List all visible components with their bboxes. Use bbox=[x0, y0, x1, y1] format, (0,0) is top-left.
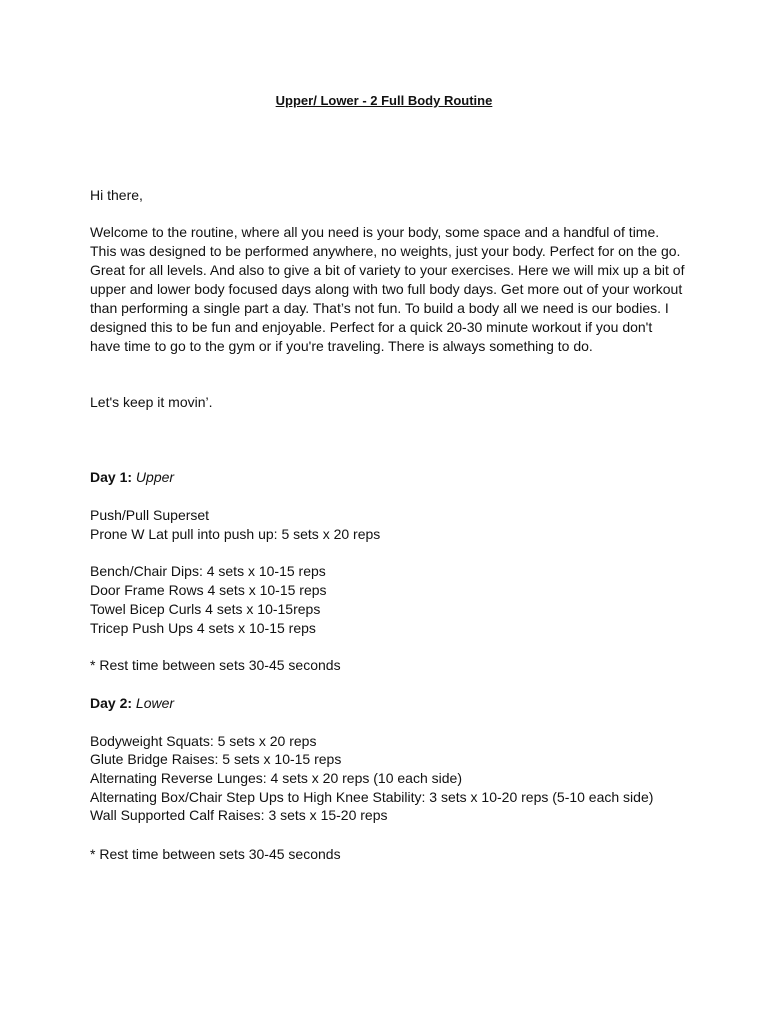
day2-exercise: Glute Bridge Raises: 5 sets x 10-15 reps bbox=[90, 751, 342, 767]
day1-exercise: Bench/Chair Dips: 4 sets x 10-15 reps bbox=[90, 563, 326, 579]
greeting: Hi there, bbox=[90, 187, 143, 203]
intro-line: upper and lower body focused days along with two full body days. Get more out of your workout bbox=[90, 281, 683, 297]
day2-exercise: Wall Supported Calf Raises: 3 sets x 15-20 reps bbox=[90, 807, 388, 823]
day1-superset-exercise: Prone W Lat pull into push up: 5 sets x 20 reps bbox=[90, 526, 381, 542]
day2-rest-note: * Rest time between sets 30-45 seconds bbox=[90, 846, 341, 862]
intro-line: This was designed to be performed anywhere, no weights, just your body. Perfect for on the go. bbox=[90, 243, 681, 259]
day1-heading bbox=[90, 468, 174, 486]
signoff: Let's keep it movin’. bbox=[90, 394, 213, 410]
day1-focus: Upper bbox=[135, 469, 175, 485]
intro-line: have time to go to the gym or if you're traveling. There is always something to do. bbox=[90, 338, 593, 354]
day2-heading bbox=[90, 694, 174, 712]
day2-label: Day 2: bbox=[90, 695, 133, 711]
intro-line: Great for all levels. And also to give a bit of variety to your exercises. Here we will mix up a bit of bbox=[90, 262, 685, 278]
intro-line: than performing a single part a day. That’s not fun. To build a body all we need is our bodies. I bbox=[90, 300, 669, 316]
day2-exercise: Bodyweight Squats: 5 sets x 20 reps bbox=[90, 733, 317, 749]
day2-exercise: Alternating Box/Chair Step Ups to High Knee Stability: 3 sets x 10-20 reps (5-10 each side) bbox=[90, 789, 654, 805]
day1-superset-title: Push/Pull Superset bbox=[90, 507, 210, 523]
day1-exercise: Door Frame Rows 4 sets x 10-15 reps bbox=[90, 582, 327, 598]
day1-rest-note: * Rest time between sets 30-45 seconds bbox=[90, 657, 341, 673]
day2-focus: Lower bbox=[135, 695, 175, 711]
intro-line: Welcome to the routine, where all you need is your body, some space and a handful of time. bbox=[90, 224, 660, 240]
day1-exercise: Towel Bicep Curls 4 sets x 10-15reps bbox=[90, 601, 321, 617]
document-title: Upper/ Lower - 2 Full Body Routine bbox=[275, 93, 493, 108]
day1-exercise: Tricep Push Ups 4 sets x 10-15 reps bbox=[90, 620, 316, 636]
intro-line: designed this to be fun and enjoyable. Perfect for a quick 20-30 minute workout if you don't bbox=[90, 319, 653, 335]
day2-exercise: Alternating Reverse Lunges: 4 sets x 20 reps (10 each side) bbox=[90, 770, 462, 786]
intro-paragraph bbox=[90, 223, 690, 356]
day1-label: Day 1: bbox=[90, 469, 133, 485]
